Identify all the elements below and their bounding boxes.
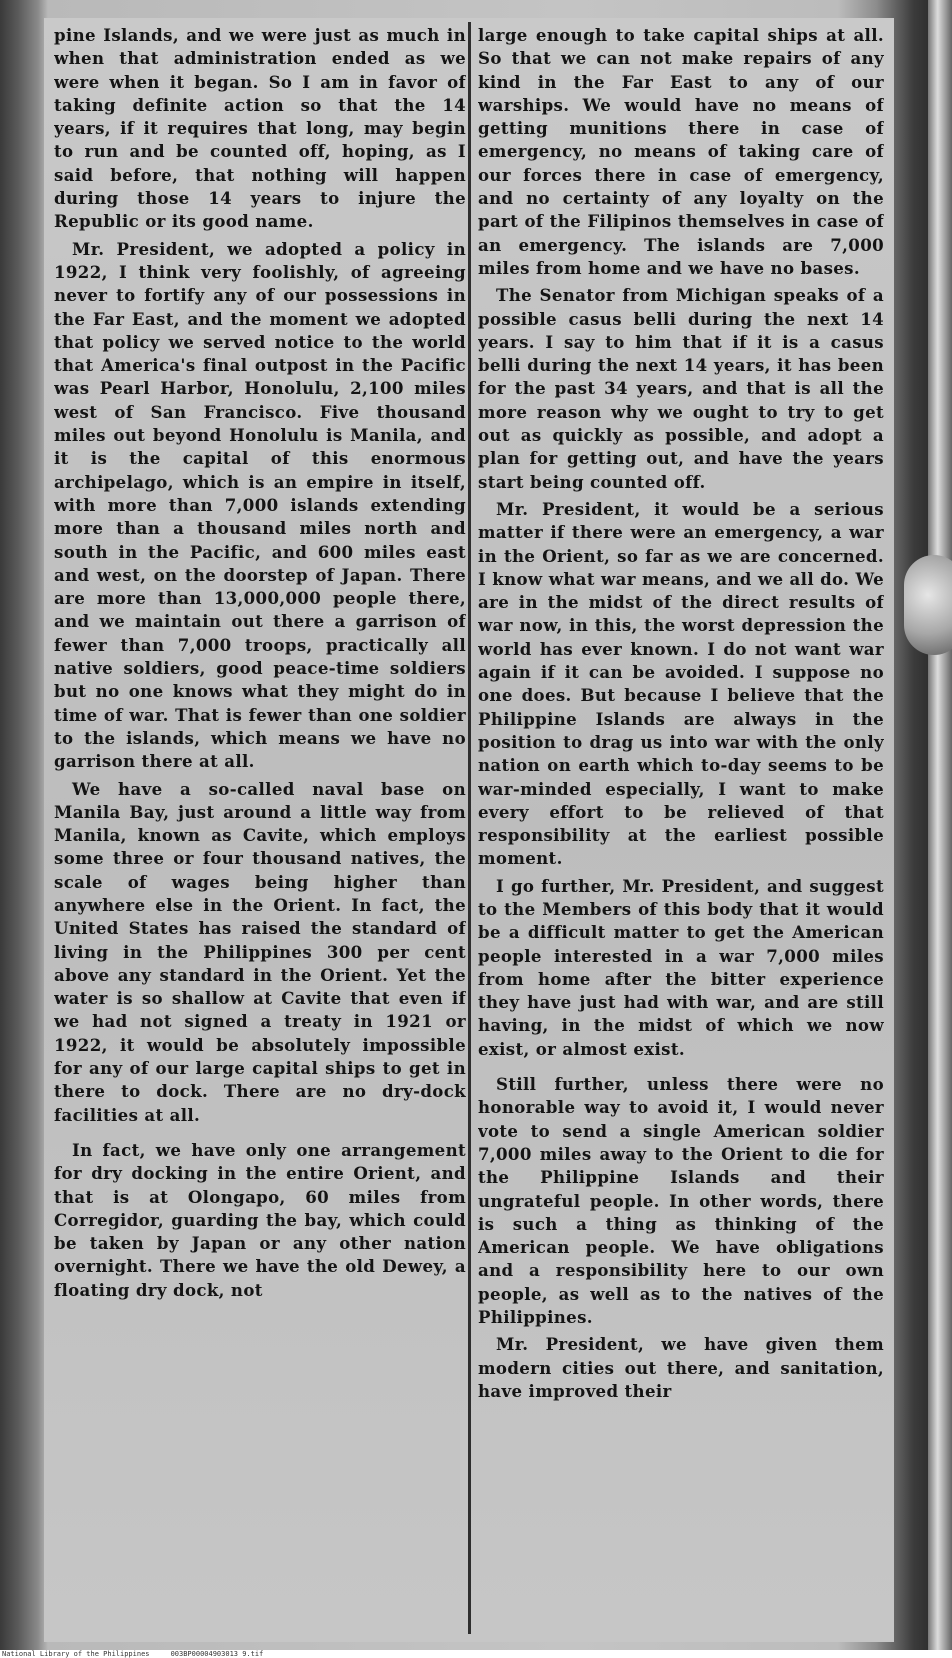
left-paragraph-4: In fact, we have only one arrangement for dry docking in the entire Orient, and that is at Olongapo, 60 miles from Corregidor, guarding the bay, which could be taken by Japan or any other nation overnight. There we have the old Dewey, a floating dry dock, not [54, 1139, 466, 1300]
right-paragraph-1: large enough to take capital ships at all. So that we can not make repairs of any kind in the Far East to any of our warships. We would have no means of getting munitions there in case of emergency, no means of taking care of our forces there in case of emergency, and no certainty of any loyalty on the part of the Filipinos themselves in case of an emergency. The islands are 7,000 miles from home and we have no bases. [478, 25, 884, 278]
left-paragraph-1: pine Islands, and we were just as much in when that administration ended as we were when it began. So I am in favor of taking definite action so that the 14 years, if it requires that long, may begin to run and be counted off, hoping, as I said before, that nothing will happen during those 14 years to injure the Republic or its good name. [54, 25, 466, 232]
right-paragraph-5: Still further, unless there were no honorable way to avoid it, I would never vote to send a single American soldier 7,000 miles away to the Orient to die for the Philippine Islands and their ungrateful people. In other words, there is such a thing as thinking of the American people. We have obligations and a responsibility here to our own people, as well as to the natives of the Philippines. [478, 1074, 884, 1328]
column-divider [468, 22, 471, 1634]
right-paragraph-2: The Senator from Michigan speaks of a possible casus belli during the next 14 years. I say to him that if it is a casus belli during the next 14 years, it has been for the past 34 years, and that is all the more reason why we ought to try to get out as quickly as possible, and adopt a plan for getting out, and have the years start being counted off. [478, 285, 884, 492]
left-paragraph-3: We have a so-called naval base on Manila Bay, just around a little way from Manila, known as Cavite, which employs some three or four thousand natives, the scale of wages being higher than anywhere else in the Orient. In fact, the United States has raised the standard of living in the Philippines 300 per cent above any standard in the Orient. Yet the water is so shallow at Cavite that even if we had not signed a treaty in 1921 or 1922, it would be absolutely impossible for any of our large capital ships to get in there to dock. There are no dry-dock facilities at all. [54, 778, 466, 1125]
right-paragraph-4: I go further, Mr. President, and suggest to the Members of this body that it would be a difficult matter to get the American people interested in a war 7,000 miles from home after the bitter experience they have just had with war, and are still having, in the midst of which we now exist, or almost exist. [478, 875, 884, 1059]
right-paragraph-6: Mr. President, we have given them modern cities out there, and sanitation, have improved their [478, 1334, 884, 1401]
left-paragraph-2: Mr. President, we adopted a policy in 1922, I think very foolishly, of agreeing never to fortify any of our possessions in the Far East, and the moment we adopted that policy we served notice to the world that America's final outpost in the Pacific was Pearl Harbor, Honolulu, 2,100 miles west of San Francisco. Five thousand miles out beyond Honolulu is Manila, and it is the capital of this enormous archipelago, which is an empire in itself, with more than 7,000 islands extending more than a thousand miles north and south in the Pacific, and 600 miles east and west, on the doorstep of Japan. There are more than 13,000,000 people there, and we maintain out there a garrison of fewer than 7,000 troops, practically all native soldiers, good peace-time soldiers but no one knows what they might do in time of war. That is fewer than one soldier to the islands, which means we have no garrison there at all. [54, 238, 466, 772]
book-spine-edge [928, 0, 952, 1650]
left-column [54, 24, 466, 1624]
right-paragraph-3: Mr. President, it would be a serious matter if there were an emergency, a war in the Orient, so far as we are concerned. I know what war means, and we all do. We are in the midst of the direct results of war now, in this, the worst depression the world has ever known. I do not want war again if it can be avoided. I suppose no one does. But because I believe that the Philippine Islands are always in the position to drag us into war with the only nation on earth which to-day seems to be war-minded especially, I want to make every effort to be relieved of that responsibility at the earliest possible moment. [478, 498, 884, 869]
right-column [478, 24, 884, 1624]
scan-footer-caption: National Library of the Philippines 003BP00004903013 9.tif [2, 1650, 264, 1658]
scanner-clamp [904, 555, 952, 655]
newspaper-clipping [44, 18, 894, 1642]
